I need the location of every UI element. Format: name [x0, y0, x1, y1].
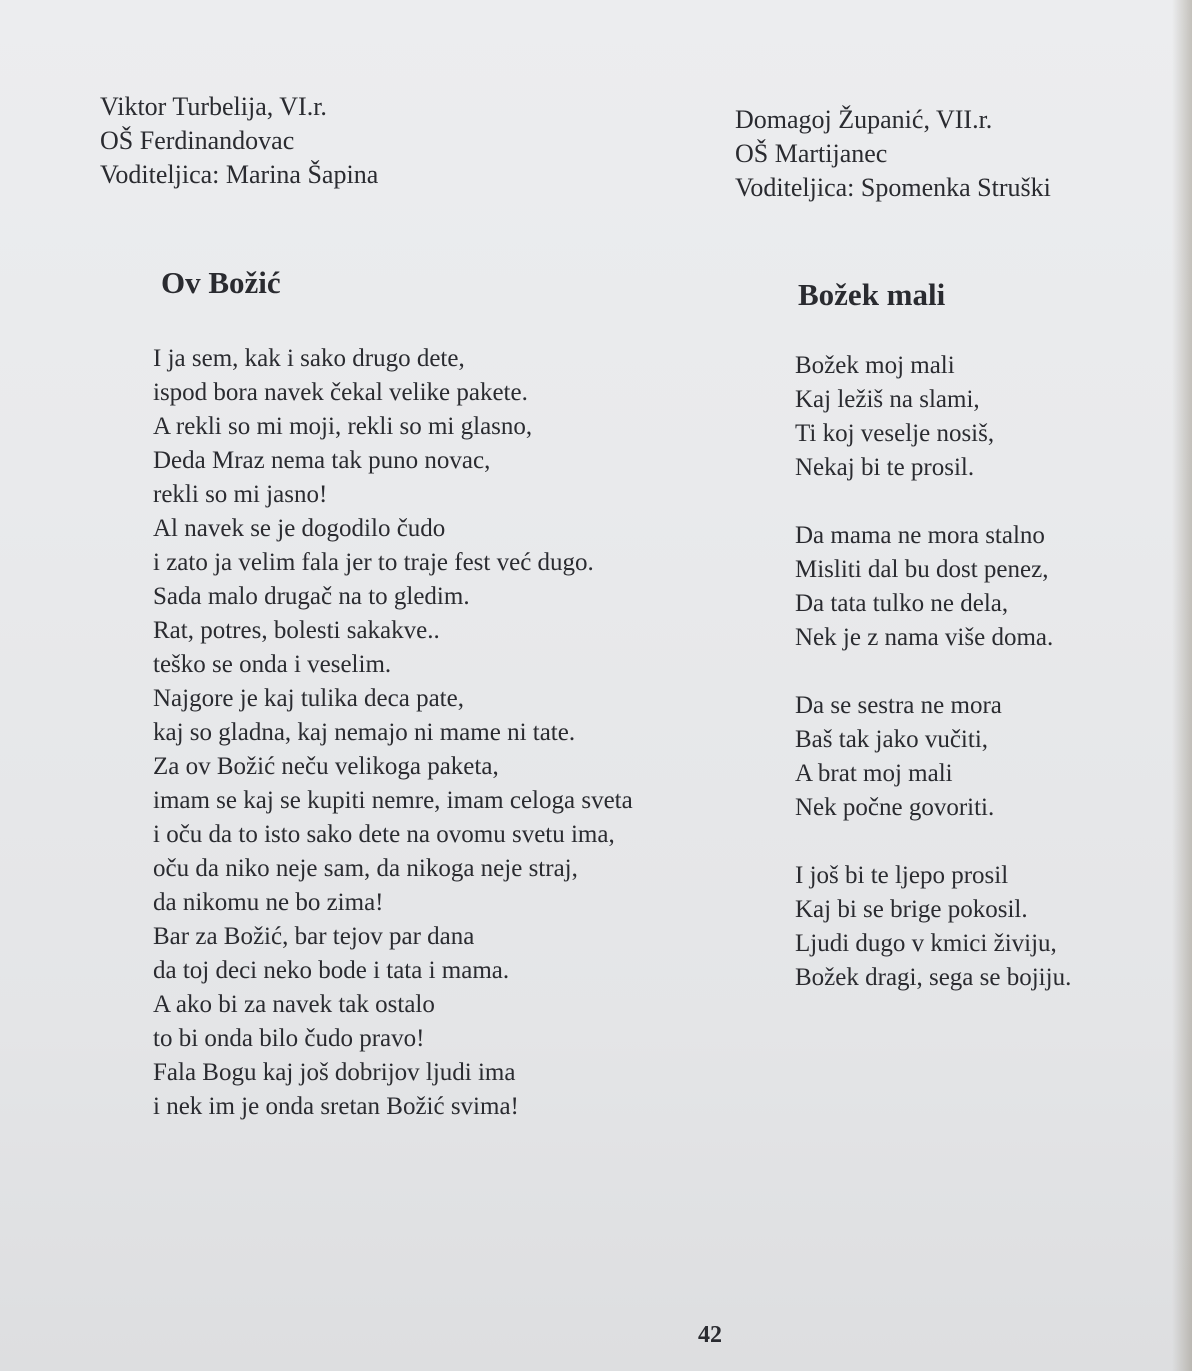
- poem-line: Da tata tulko ne dela,: [795, 590, 1009, 617]
- left-poem-author: Viktor Turbelija, VI.r.: [100, 92, 327, 121]
- poem-line: Kaj bi se brige pokosil.: [795, 896, 1028, 923]
- poem-stanza: [795, 859, 1071, 995]
- poem-line: Ljudi dugo v kmici živiju,: [795, 930, 1057, 957]
- poem-line: Rat, potres, bolesti sakakve..: [153, 617, 440, 644]
- poem-line: Da mama ne mora stalno: [795, 522, 1045, 549]
- right-poem-body: [795, 349, 1071, 995]
- poem-line: Al navek se je dogodilo čudo: [153, 515, 446, 542]
- poem-line: Kaj ležiš na slami,: [795, 386, 980, 413]
- poem-line: A ako bi za navek tak ostalo: [153, 991, 435, 1018]
- left-poem-header: [100, 90, 378, 192]
- poem-line: Ti koj veselje nosiš,: [795, 420, 995, 447]
- left-poem-title: Ov Božić: [161, 265, 281, 300]
- right-poem-title: Božek mali: [798, 277, 946, 312]
- right-poem-author: Domagoj Županić, VII.r.: [735, 105, 993, 134]
- poem-stanza: [795, 519, 1071, 655]
- poem-line: Nekaj bi te prosil.: [795, 454, 975, 481]
- poem-line: Božek dragi, sega se bojiju.: [795, 964, 1072, 991]
- poem-line: Bar za Božić, bar tejov par dana: [153, 923, 475, 950]
- left-poem-school: OŠ Ferdinandovac: [100, 126, 295, 155]
- left-poem-mentor: Voditeljica: Marina Šapina: [100, 160, 379, 189]
- poem-line: Fala Bogu kaj još dobrijov ljudi ima: [153, 1059, 516, 1086]
- poem-line: A brat moj mali: [795, 760, 953, 787]
- poem-stanza: [795, 689, 1071, 825]
- poem-line: I još bi te ljepo prosil: [795, 862, 1009, 889]
- poem-line: kaj so gladna, kaj nemajo ni mame ni tate.: [153, 719, 576, 746]
- page-number: 42: [698, 1322, 722, 1348]
- poem-line: teško se onda i veselim.: [153, 651, 392, 678]
- left-poem-body: [153, 342, 633, 1124]
- poem-line: I ja sem, kak i sako drugo dete,: [153, 345, 465, 372]
- page-edge-shadow: [1172, 0, 1192, 1371]
- right-poem-mentor: Voditeljica: Spomenka Struški: [735, 173, 1051, 202]
- poem-line: Sada malo drugač na to gledim.: [153, 583, 470, 610]
- poem-stanza: [795, 349, 1071, 485]
- poem-line: rekli so mi jasno!: [153, 481, 328, 508]
- poem-line: oču da niko neje sam, da nikoga neje straj,: [153, 855, 578, 882]
- poem-line: i nek im je onda sretan Božić svima!: [153, 1093, 519, 1120]
- poem-line: ispod bora navek čekal velike pakete.: [153, 379, 528, 406]
- poem-line: imam se kaj se kupiti nemre, imam celoga sveta: [153, 787, 633, 814]
- poem-line: Deda Mraz nema tak puno novac,: [153, 447, 491, 474]
- poem-line: Božek moj mali: [795, 352, 955, 379]
- poem-line: Misliti dal bu dost penez,: [795, 556, 1049, 583]
- right-poem-header: [735, 103, 1051, 205]
- right-poem-school: OŠ Martijanec: [735, 139, 888, 168]
- poem-line: i oču da to isto sako dete na ovomu svetu ima,: [153, 821, 615, 848]
- poem-line: Za ov Božić neču velikoga paketa,: [153, 753, 499, 780]
- poem-line: da toj deci neko bode i tata i mama.: [153, 957, 510, 984]
- poem-line: Da se sestra ne mora: [795, 692, 1002, 719]
- poem-line: Nek je z nama više doma.: [795, 624, 1054, 651]
- poem-line: to bi onda bilo čudo pravo!: [153, 1025, 425, 1052]
- poem-line: Nek počne govoriti.: [795, 794, 995, 821]
- poem-line: A rekli so mi moji, rekli so mi glasno,: [153, 413, 533, 440]
- poem-line: Baš tak jako vučiti,: [795, 726, 989, 753]
- poem-line: Najgore je kaj tulika deca pate,: [153, 685, 464, 712]
- poem-line: i zato ja velim fala jer to traje fest već dugo.: [153, 549, 594, 576]
- poem-line: da nikomu ne bo zima!: [153, 889, 384, 916]
